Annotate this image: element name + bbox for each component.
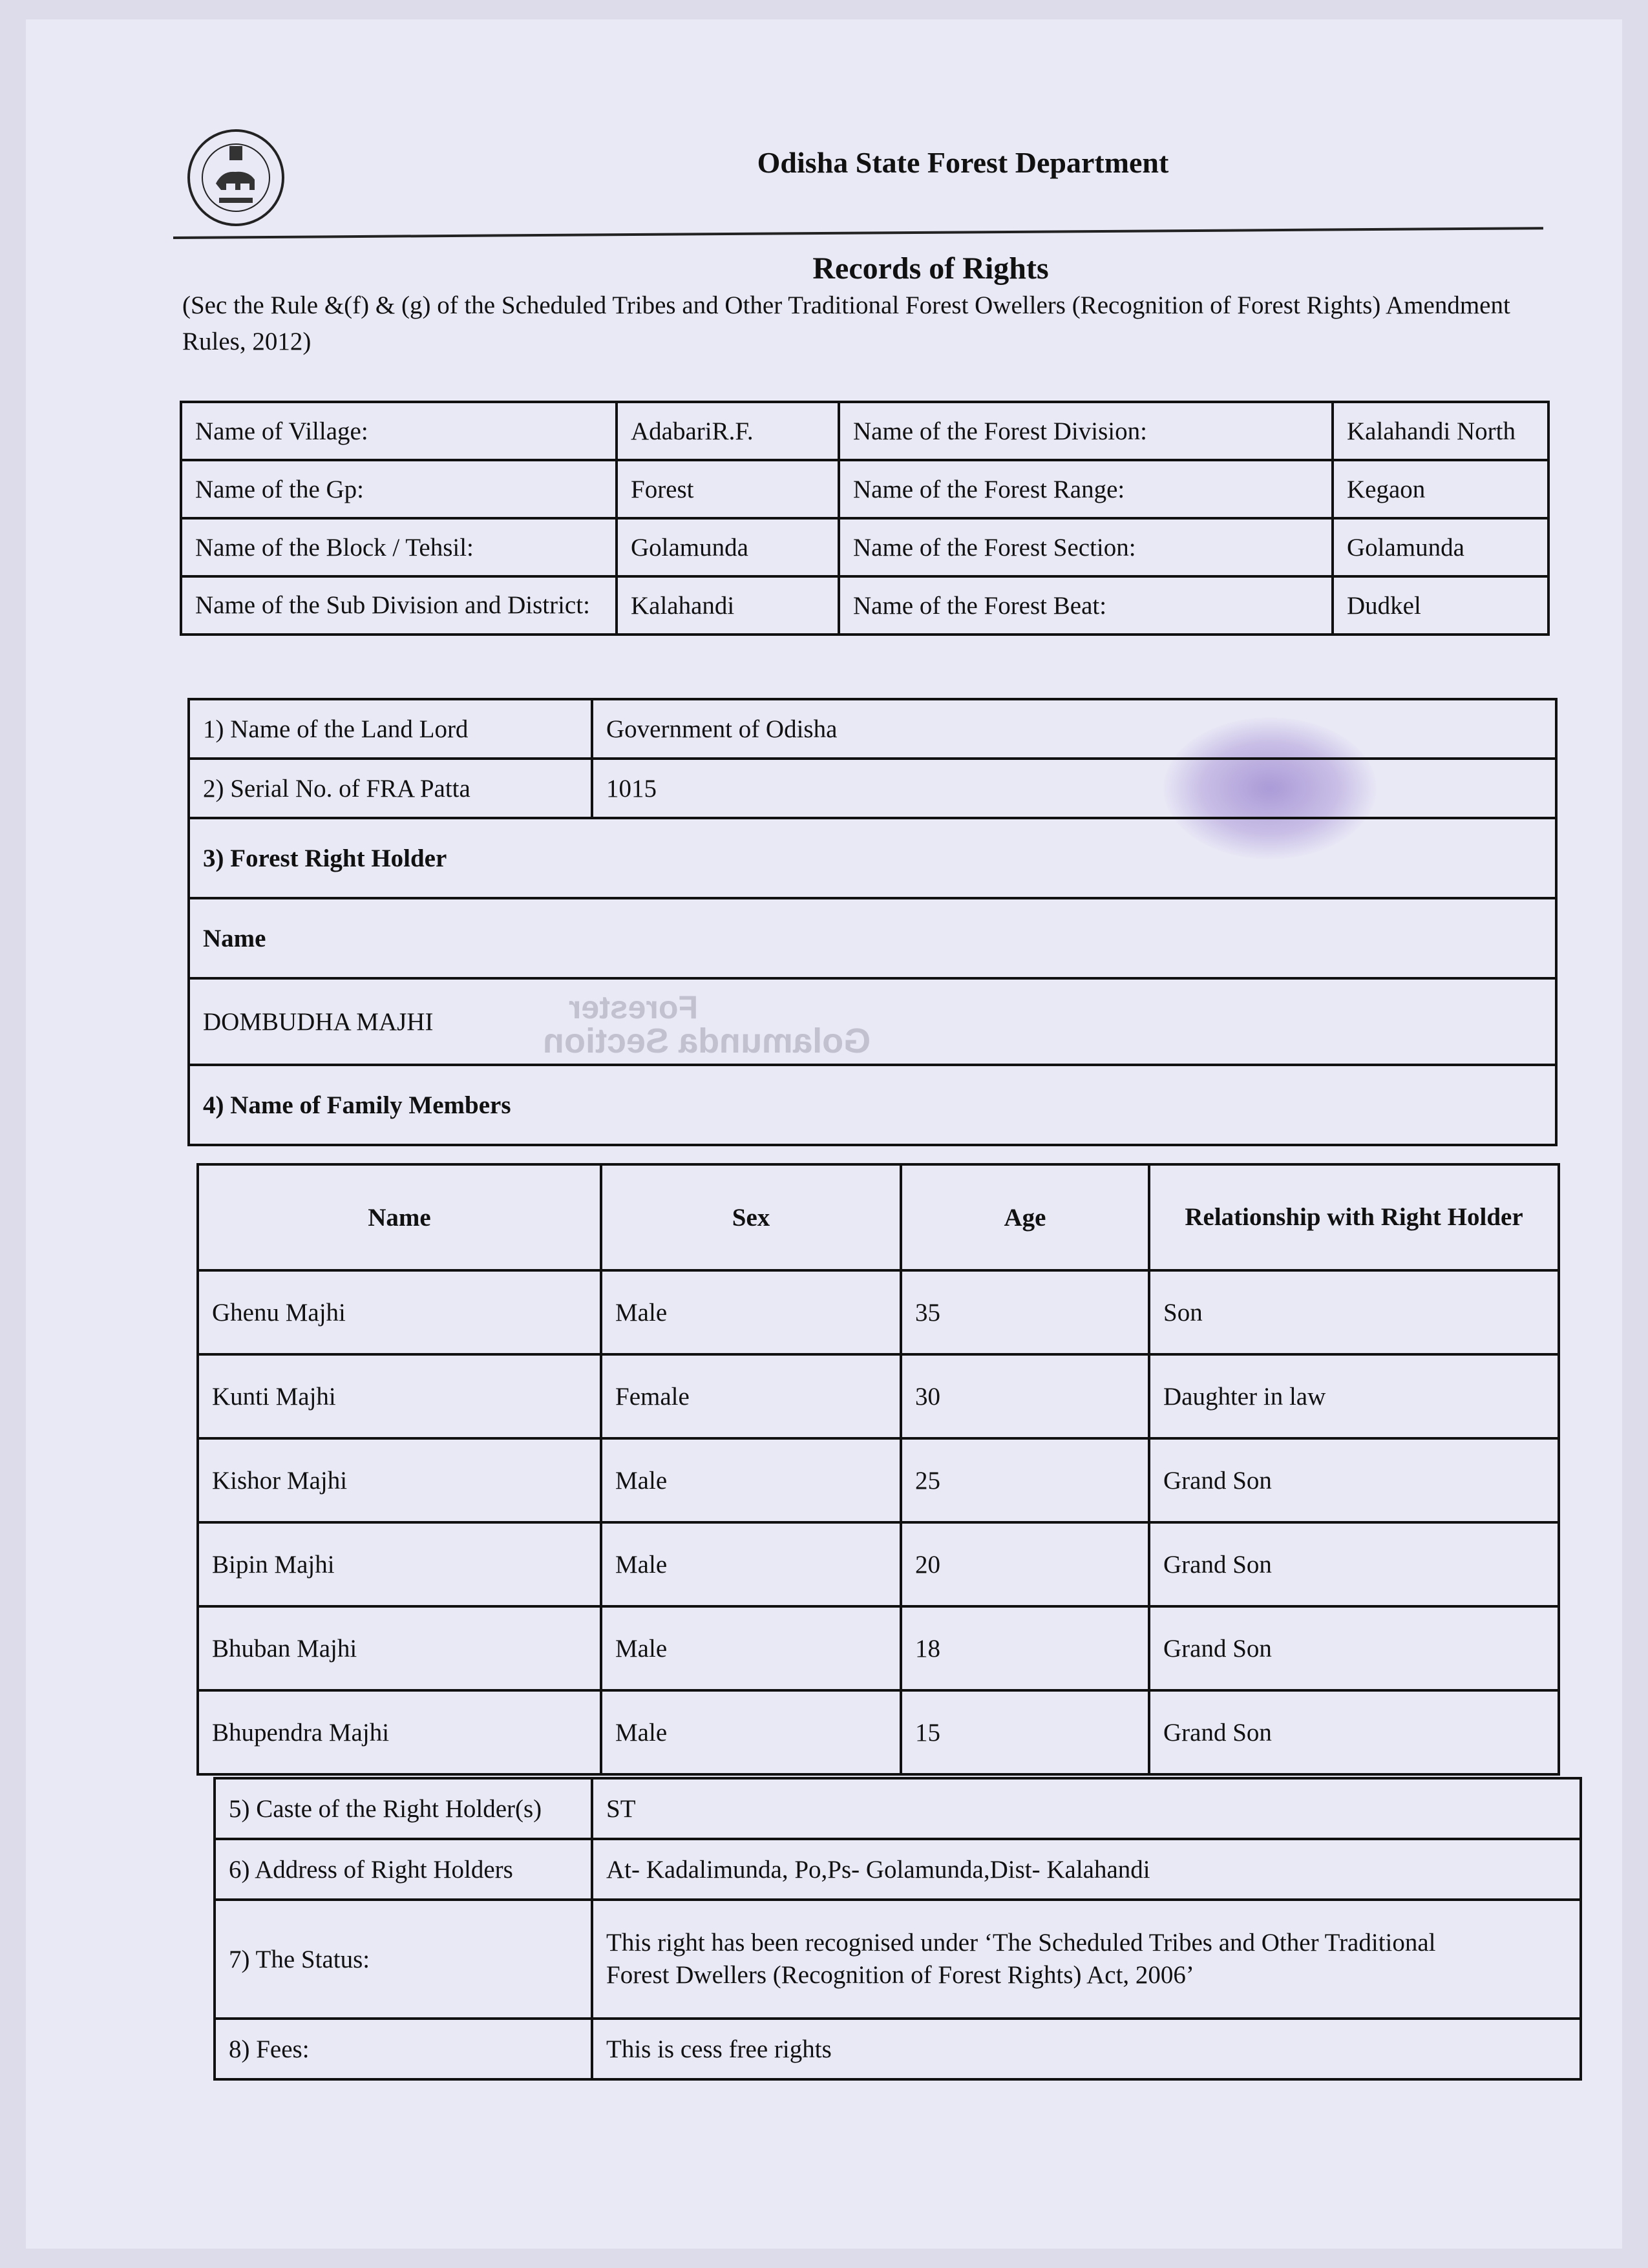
table-row (215, 2019, 1581, 2079)
table-row (198, 1522, 1559, 1606)
column-header-name: Name (198, 1164, 601, 1270)
column-header-age: Age (901, 1164, 1149, 1270)
member-sex: Male (601, 1606, 901, 1690)
subdivision-label: Name of the Sub Division and District: (181, 576, 617, 635)
table-row (198, 1438, 1559, 1522)
member-relationship: Son (1149, 1270, 1559, 1354)
member-age: 15 (901, 1690, 1149, 1774)
document-page (26, 19, 1622, 2249)
fees-label: 8) Fees: (215, 2019, 592, 2079)
member-age: 20 (901, 1522, 1149, 1606)
table-row (189, 1065, 1556, 1145)
forest-range-label: Name of the Forest Range: (839, 460, 1333, 518)
member-relationship: Grand Son (1149, 1522, 1559, 1606)
block-value: Golamunda (617, 518, 839, 576)
forest-division-value: Kalahandi North (1333, 402, 1548, 460)
table-row (189, 898, 1556, 978)
member-relationship: Daughter in law (1149, 1354, 1559, 1438)
gp-label: Name of the Gp: (181, 460, 617, 518)
family-members-table (196, 1163, 1560, 1776)
patta-value: 1015 (592, 759, 1556, 818)
member-age: 35 (901, 1270, 1149, 1354)
member-sex: Female (601, 1354, 901, 1438)
name-heading: Name (189, 898, 1556, 978)
forest-beat-label: Name of the Forest Beat: (839, 576, 1333, 635)
table-row (215, 1900, 1581, 2019)
caste-label: 5) Caste of the Right Holder(s) (215, 1778, 592, 1839)
fees-value: This is cess free rights (592, 2019, 1581, 2079)
table-row (198, 1354, 1559, 1438)
member-age: 25 (901, 1438, 1149, 1522)
forest-range-value: Kegaon (1333, 460, 1548, 518)
member-sex: Male (601, 1438, 901, 1522)
subdivision-value: Kalahandi (617, 576, 839, 635)
patta-label: 2) Serial No. of FRA Patta (189, 759, 592, 818)
table-row (198, 1270, 1559, 1354)
status-line-2: Forest Dwellers (Recognition of Forest Rights) Act, 2006’ (606, 1961, 1194, 1989)
bleed-through-text: Forester (569, 989, 699, 1025)
table-row (189, 818, 1556, 898)
member-name: Kunti Majhi (198, 1354, 601, 1438)
bleed-through-text: Golamunda Section (543, 1022, 871, 1060)
forest-beat-value: Dudkel (1333, 576, 1548, 635)
member-age: 30 (901, 1354, 1149, 1438)
member-sex: Male (601, 1690, 901, 1774)
address-label: 6) Address of Right Holders (215, 1839, 592, 1900)
table-row (215, 1778, 1581, 1839)
land-lord-value: Government of Odisha (592, 699, 1556, 759)
holder-table (187, 698, 1558, 1146)
member-name: Ghenu Majhi (198, 1270, 601, 1354)
status-value (592, 1900, 1581, 2019)
status-line-1: This right has been recognised under ‘The Scheduled Tribes and Other Traditional (606, 1929, 1436, 1957)
table-row (189, 699, 1556, 759)
village-value: AdabariR.F. (617, 402, 839, 460)
member-age: 18 (901, 1606, 1149, 1690)
member-relationship: Grand Son (1149, 1690, 1559, 1774)
forest-section-value: Golamunda (1333, 518, 1548, 576)
table-row (198, 1690, 1559, 1774)
header-divider (173, 227, 1543, 239)
document-title: Records of Rights (812, 251, 1049, 286)
rule-reference: (Sec the Rule &(f) & (g) of the Scheduled Tribes and Other Traditional Forest Owellers (Recognition of Forest Rights) Amendment Rules, 2012) (182, 291, 1510, 355)
member-name: Bhuban Majhi (198, 1606, 601, 1690)
table-row (198, 1606, 1559, 1690)
table-row (181, 460, 1548, 518)
family-heading: 4) Name of Family Members (189, 1065, 1556, 1145)
member-name: Bhupendra Majhi (198, 1690, 601, 1774)
table-row (215, 1839, 1581, 1900)
table-row (181, 518, 1548, 576)
status-table (213, 1777, 1582, 2081)
table-row (189, 978, 1556, 1065)
odisha-state-emblem-icon (187, 129, 284, 226)
location-table (180, 401, 1550, 636)
land-lord-label: 1) Name of the Land Lord (189, 699, 592, 759)
forest-division-label: Name of the Forest Division: (839, 402, 1333, 460)
column-header-sex: Sex (601, 1164, 901, 1270)
table-row (181, 402, 1548, 460)
member-relationship: Grand Son (1149, 1606, 1559, 1690)
department-name: Odisha State Forest Department (757, 146, 1169, 179)
caste-value: ST (592, 1778, 1581, 1839)
table-row (189, 759, 1556, 818)
member-name: Bipin Majhi (198, 1522, 601, 1606)
forest-section-label: Name of the Forest Section: (839, 518, 1333, 576)
holder-name: DOMBUDHA MAJHI (189, 978, 1556, 1065)
column-header-relationship: Relationship with Right Holder (1149, 1164, 1559, 1270)
village-label: Name of Village: (181, 402, 617, 460)
member-relationship: Grand Son (1149, 1438, 1559, 1522)
member-sex: Male (601, 1270, 901, 1354)
member-sex: Male (601, 1522, 901, 1606)
status-label: 7) The Status: (215, 1900, 592, 2019)
block-label: Name of the Block / Tehsil: (181, 518, 617, 576)
member-name: Kishor Majhi (198, 1438, 601, 1522)
holder-heading: 3) Forest Right Holder (189, 818, 1556, 898)
table-header-row (198, 1164, 1559, 1270)
emblem-graphic (190, 132, 282, 224)
table-row (181, 576, 1548, 635)
gp-value: Forest (617, 460, 839, 518)
address-value: At- Kadalimunda, Po,Ps- Golamunda,Dist- Kalahandi (592, 1839, 1581, 1900)
